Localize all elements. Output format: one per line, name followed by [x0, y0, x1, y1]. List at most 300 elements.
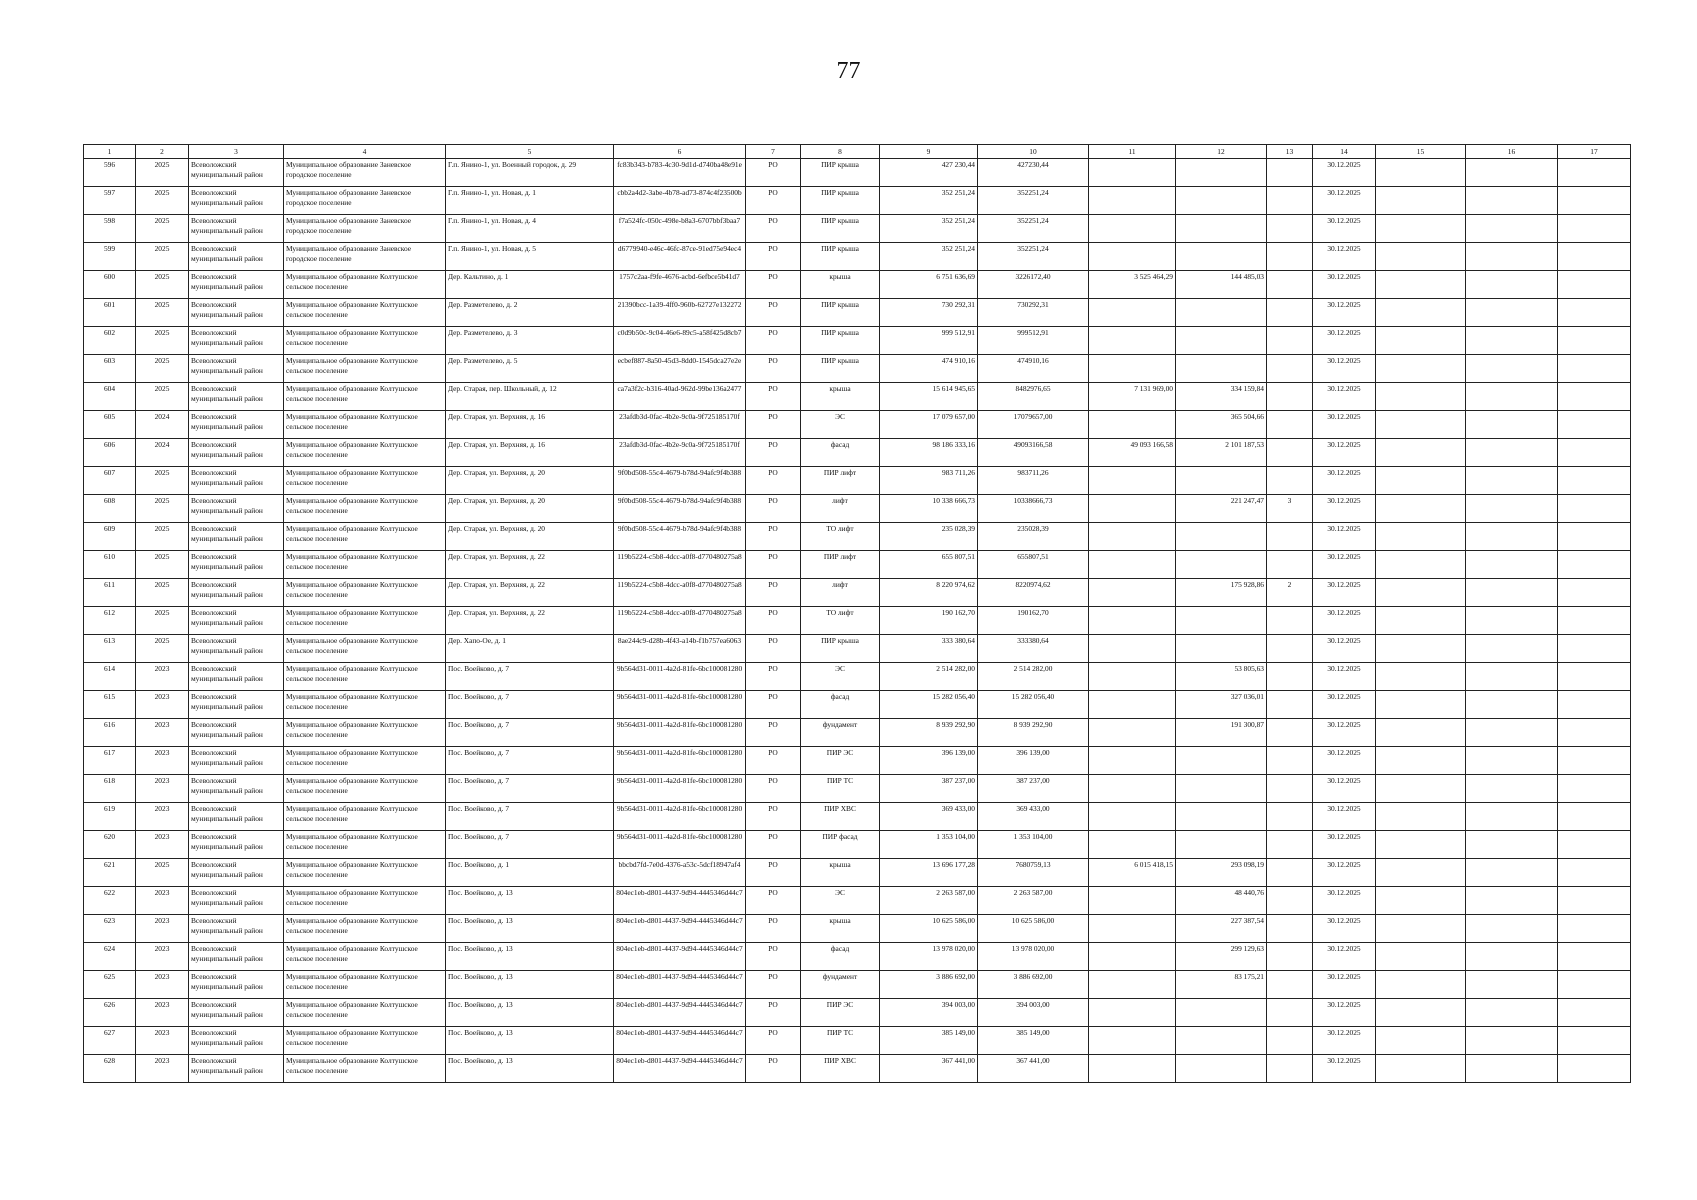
cell-address: Г.п. Янино-1, ул. Новая, д. 1: [446, 187, 614, 215]
cell-work-type: ТО лифт: [801, 607, 880, 635]
cell-municipality: Муниципальное образование Колтушское сельское поселение: [284, 831, 446, 859]
cell-count: [1267, 243, 1313, 271]
cell-year: 2025: [136, 299, 189, 327]
cell-district: Всеволожский муниципальный район: [189, 831, 284, 859]
cell-house-guid: d6779940-e46c-46fc-87ce-91ed75e94ec4: [614, 243, 746, 271]
cell-cost-fund: 385 149,00: [978, 1027, 1089, 1055]
cell-address: Дер. Хапо-Ое, д. 1: [446, 635, 614, 663]
cell-district: Всеволожский муниципальный район: [189, 663, 284, 691]
cell-deadline: 30.12.2025: [1313, 579, 1376, 607]
cell-row-number: 625: [84, 971, 136, 999]
cell-year: 2025: [136, 355, 189, 383]
cell-count: [1267, 355, 1313, 383]
table-row: [84, 1055, 1631, 1083]
cell-col-17: [1558, 859, 1631, 887]
cell-municipality: Муниципальное образование Колтушское сельское поселение: [284, 495, 446, 523]
cell-work-type: ПИР крыша: [801, 299, 880, 327]
table-row: [84, 943, 1631, 971]
cell-cost-extra: [1089, 495, 1176, 523]
cell-col-15: [1376, 607, 1466, 635]
cell-cost-control: [1176, 299, 1267, 327]
cell-house-guid: bbcbd7fd-7e0d-4376-a53c-5dcf18947af4: [614, 859, 746, 887]
cell-col-17: [1558, 159, 1631, 187]
cell-work-type: ПИР ЭС: [801, 747, 880, 775]
cell-col-15: [1376, 383, 1466, 411]
cell-count: [1267, 327, 1313, 355]
cell-deadline: 30.12.2025: [1313, 327, 1376, 355]
cell-col-15: [1376, 1027, 1466, 1055]
cell-district: Всеволожский муниципальный район: [189, 355, 284, 383]
cell-col-16: [1466, 803, 1558, 831]
cell-district: Всеволожский муниципальный район: [189, 999, 284, 1027]
cell-cost-extra: [1089, 243, 1176, 271]
cell-cost-extra: [1089, 523, 1176, 551]
cell-program: РО: [746, 635, 801, 663]
cell-col-16: [1466, 159, 1558, 187]
cell-program: РО: [746, 495, 801, 523]
cell-deadline: 30.12.2025: [1313, 187, 1376, 215]
cell-house-guid: 8ae244c9-d28b-4f43-a14b-f1b757ea6063: [614, 635, 746, 663]
cell-program: РО: [746, 971, 801, 999]
cell-col-15: [1376, 803, 1466, 831]
table-row: [84, 187, 1631, 215]
cell-col-15: [1376, 663, 1466, 691]
cell-work-type: ПИР крыша: [801, 187, 880, 215]
cell-deadline: 30.12.2025: [1313, 495, 1376, 523]
cell-cost-control: 48 440,76: [1176, 887, 1267, 915]
cell-work-type: ПИР крыша: [801, 159, 880, 187]
cell-cost-extra: [1089, 467, 1176, 495]
cell-cost-fund: 8220974,62: [978, 579, 1089, 607]
cell-district: Всеволожский муниципальный район: [189, 747, 284, 775]
cell-cost-extra: [1089, 999, 1176, 1027]
cell-total-cost: 983 711,26: [880, 467, 978, 495]
cell-col-15: [1376, 1055, 1466, 1083]
cell-district: Всеволожский муниципальный район: [189, 719, 284, 747]
cell-deadline: 30.12.2025: [1313, 411, 1376, 439]
cell-cost-control: 221 247,47: [1176, 495, 1267, 523]
cell-total-cost: 235 028,39: [880, 523, 978, 551]
cell-deadline: 30.12.2025: [1313, 971, 1376, 999]
cell-deadline: 30.12.2025: [1313, 999, 1376, 1027]
cell-cost-fund: 387 237,00: [978, 775, 1089, 803]
cell-col-16: [1466, 187, 1558, 215]
cell-year: 2024: [136, 411, 189, 439]
cell-year: 2023: [136, 971, 189, 999]
cell-address: Дер. Старая, ул. Верхняя, д. 22: [446, 551, 614, 579]
cell-address: Пос. Воейково, д. 1: [446, 859, 614, 887]
cell-program: РО: [746, 859, 801, 887]
cell-cost-fund: 983711,26: [978, 467, 1089, 495]
cell-total-cost: 2 514 282,00: [880, 663, 978, 691]
cell-cost-control: 365 504,66: [1176, 411, 1267, 439]
cell-col-15: [1376, 327, 1466, 355]
cell-col-16: [1466, 719, 1558, 747]
cell-house-guid: 9b564d31-0011-4a2d-81fe-6bc100081280: [614, 803, 746, 831]
cell-cost-fund: 394 003,00: [978, 999, 1089, 1027]
cell-work-type: ПИР лифт: [801, 551, 880, 579]
cell-total-cost: 6 751 636,69: [880, 271, 978, 299]
cell-col-17: [1558, 719, 1631, 747]
cell-municipality: Муниципальное образование Заневское городское поселение: [284, 159, 446, 187]
cell-deadline: 30.12.2025: [1313, 523, 1376, 551]
cell-cost-control: [1176, 635, 1267, 663]
cell-col-15: [1376, 999, 1466, 1027]
cell-municipality: Муниципальное образование Колтушское сельское поселение: [284, 467, 446, 495]
cell-deadline: 30.12.2025: [1313, 299, 1376, 327]
cell-cost-extra: [1089, 551, 1176, 579]
cell-row-number: 600: [84, 271, 136, 299]
cell-total-cost: 352 251,24: [880, 243, 978, 271]
cell-col-16: [1466, 439, 1558, 467]
cell-cost-fund: 8482976,65: [978, 383, 1089, 411]
cell-work-type: ПИР ТС: [801, 1027, 880, 1055]
cell-col-16: [1466, 411, 1558, 439]
cell-municipality: Муниципальное образование Колтушское сельское поселение: [284, 803, 446, 831]
cell-col-15: [1376, 831, 1466, 859]
cell-district: Всеволожский муниципальный район: [189, 439, 284, 467]
cell-count: [1267, 411, 1313, 439]
cell-total-cost: 352 251,24: [880, 215, 978, 243]
cell-total-cost: 8 220 974,62: [880, 579, 978, 607]
cell-program: РО: [746, 327, 801, 355]
cell-total-cost: 427 230,44: [880, 159, 978, 187]
cell-house-guid: 804ec1eb-d801-4437-9d94-4445346d44c7: [614, 971, 746, 999]
cell-count: 2: [1267, 579, 1313, 607]
table-row: [84, 467, 1631, 495]
column-number-4: 4: [284, 145, 446, 159]
cell-year: 2025: [136, 215, 189, 243]
cell-deadline: 30.12.2025: [1313, 1055, 1376, 1083]
column-number-15: 15: [1376, 145, 1466, 159]
cell-cost-fund: 17079657,00: [978, 411, 1089, 439]
cell-district: Всеволожский муниципальный район: [189, 551, 284, 579]
cell-house-guid: 9b564d31-0011-4a2d-81fe-6bc100081280: [614, 719, 746, 747]
cell-col-15: [1376, 159, 1466, 187]
cell-cost-extra: [1089, 663, 1176, 691]
cell-count: [1267, 1055, 1313, 1083]
cell-count: [1267, 1027, 1313, 1055]
cell-col-15: [1376, 887, 1466, 915]
cell-year: 2025: [136, 243, 189, 271]
cell-total-cost: 13 696 177,28: [880, 859, 978, 887]
cell-address: Пос. Воейково, д. 13: [446, 887, 614, 915]
cell-cost-fund: 190162,70: [978, 607, 1089, 635]
cell-col-16: [1466, 243, 1558, 271]
cell-col-16: [1466, 495, 1558, 523]
cell-cost-fund: 427230,44: [978, 159, 1089, 187]
column-number-7: 7: [746, 145, 801, 159]
cell-cost-control: 293 098,19: [1176, 859, 1267, 887]
cell-cost-control: 191 300,87: [1176, 719, 1267, 747]
cell-year: 2025: [136, 635, 189, 663]
cell-cost-extra: [1089, 607, 1176, 635]
cell-program: РО: [746, 915, 801, 943]
cell-year: 2023: [136, 663, 189, 691]
cell-col-17: [1558, 999, 1631, 1027]
cell-col-16: [1466, 943, 1558, 971]
column-number-10: 10: [978, 145, 1089, 159]
table-row: [84, 635, 1631, 663]
cell-district: Всеволожский муниципальный район: [189, 243, 284, 271]
table-row: [84, 383, 1631, 411]
cell-col-17: [1558, 579, 1631, 607]
cell-col-16: [1466, 579, 1558, 607]
cell-col-16: [1466, 271, 1558, 299]
cell-program: РО: [746, 691, 801, 719]
cell-municipality: Муниципальное образование Колтушское сельское поселение: [284, 747, 446, 775]
cell-year: 2023: [136, 999, 189, 1027]
cell-col-16: [1466, 999, 1558, 1027]
cell-row-number: 617: [84, 747, 136, 775]
table-row: [84, 439, 1631, 467]
table-row: [84, 915, 1631, 943]
cell-work-type: фасад: [801, 943, 880, 971]
cell-house-guid: 119b5224-c5b8-4dcc-a0f8-d7704802​75a8: [614, 551, 746, 579]
cell-total-cost: 15 614 945,65: [880, 383, 978, 411]
cell-year: 2023: [136, 691, 189, 719]
cell-cost-control: 53 805,63: [1176, 663, 1267, 691]
cell-deadline: 30.12.2025: [1313, 551, 1376, 579]
cell-col-15: [1376, 579, 1466, 607]
cell-cost-extra: [1089, 1027, 1176, 1055]
cell-count: [1267, 215, 1313, 243]
cell-year: 2025: [136, 383, 189, 411]
cell-col-15: [1376, 971, 1466, 999]
cell-col-16: [1466, 971, 1558, 999]
cell-row-number: 610: [84, 551, 136, 579]
cell-row-number: 601: [84, 299, 136, 327]
cell-house-guid: 804ec1eb-d801-4437-9d94-4445346d44c7: [614, 1055, 746, 1083]
cell-address: Пос. Воейково, д. 13: [446, 1027, 614, 1055]
cell-row-number: 620: [84, 831, 136, 859]
cell-municipality: Муниципальное образование Колтушское сельское поселение: [284, 915, 446, 943]
cell-address: Дер. Старая, ул. Верхняя, д. 16: [446, 411, 614, 439]
cell-cost-extra: [1089, 803, 1176, 831]
cell-work-type: крыша: [801, 859, 880, 887]
cell-count: 3: [1267, 495, 1313, 523]
cell-work-type: ПИР ХВС: [801, 1055, 880, 1083]
cell-address: Дер. Старая, ул. Верхняя, д. 20: [446, 495, 614, 523]
cell-cost-fund: 474910,16: [978, 355, 1089, 383]
cell-cost-extra: [1089, 411, 1176, 439]
cell-house-guid: cbb2a4d2-3abe-4b78-ad73-874c4f23500b: [614, 187, 746, 215]
cell-address: Пос. Воейково, д. 7: [446, 831, 614, 859]
cell-program: РО: [746, 1055, 801, 1083]
cell-program: РО: [746, 383, 801, 411]
cell-col-15: [1376, 271, 1466, 299]
table-row: [84, 887, 1631, 915]
cell-municipality: Муниципальное образование Колтушское сельское поселение: [284, 775, 446, 803]
cell-count: [1267, 971, 1313, 999]
column-number-2: 2: [136, 145, 189, 159]
cell-year: 2023: [136, 943, 189, 971]
cell-cost-control: [1176, 159, 1267, 187]
cell-house-guid: 1757c2aa-f9fe-4676-acbd-6efbce5b41d7: [614, 271, 746, 299]
cell-total-cost: 730 292,31: [880, 299, 978, 327]
cell-col-17: [1558, 1055, 1631, 1083]
cell-house-guid: 119b5224-c5b8-4dcc-a0f8-d770480275a8: [614, 607, 746, 635]
cell-cost-fund: 1 353 104,00: [978, 831, 1089, 859]
cell-deadline: 30.12.2025: [1313, 747, 1376, 775]
cell-col-17: [1558, 411, 1631, 439]
cell-cost-extra: [1089, 831, 1176, 859]
cell-district: Всеволожский муниципальный район: [189, 411, 284, 439]
cell-municipality: Муниципальное образование Колтушское сельское поселение: [284, 719, 446, 747]
cell-municipality: Муниципальное образование Колтушское сельское поселение: [284, 607, 446, 635]
cell-count: [1267, 775, 1313, 803]
table-row: [84, 243, 1631, 271]
cell-house-guid: 9f0bd508-55c4-4679-b78d-94afc9f4b388: [614, 467, 746, 495]
column-number-8: 8: [801, 145, 880, 159]
cell-count: [1267, 691, 1313, 719]
cell-cost-control: [1176, 1055, 1267, 1083]
cell-col-17: [1558, 439, 1631, 467]
cell-district: Всеволожский муниципальный район: [189, 1055, 284, 1083]
cell-row-number: 599: [84, 243, 136, 271]
table-row: [84, 971, 1631, 999]
cell-program: РО: [746, 943, 801, 971]
cell-work-type: ТО лифт: [801, 523, 880, 551]
cell-total-cost: 17 079 657,00: [880, 411, 978, 439]
table-row: [84, 271, 1631, 299]
cell-cost-control: [1176, 999, 1267, 1027]
cell-col-17: [1558, 271, 1631, 299]
column-number-row: [84, 145, 1631, 159]
cell-row-number: 598: [84, 215, 136, 243]
cell-deadline: 30.12.2025: [1313, 831, 1376, 859]
column-number-17: 17: [1558, 145, 1631, 159]
table-row: [84, 607, 1631, 635]
cell-house-guid: 9b564d31-0011-4a2d-81fe-6bc100081280: [614, 663, 746, 691]
cell-year: 2023: [136, 887, 189, 915]
cell-total-cost: 394 003,00: [880, 999, 978, 1027]
cell-col-16: [1466, 467, 1558, 495]
cell-col-17: [1558, 663, 1631, 691]
cell-work-type: ПИР крыша: [801, 215, 880, 243]
cell-house-guid: 9f0bd508-55c4-4679-b78d-94afc9f4b388: [614, 495, 746, 523]
cell-year: 2025: [136, 551, 189, 579]
cell-year: 2023: [136, 775, 189, 803]
cell-total-cost: 396 139,00: [880, 747, 978, 775]
column-number-9: 9: [880, 145, 978, 159]
cell-deadline: 30.12.2025: [1313, 215, 1376, 243]
table-row: [84, 215, 1631, 243]
cell-col-17: [1558, 243, 1631, 271]
cell-year: 2025: [136, 327, 189, 355]
cell-cost-fund: 10 625 586,00: [978, 915, 1089, 943]
cell-col-15: [1376, 551, 1466, 579]
cell-year: 2023: [136, 1027, 189, 1055]
cell-cost-control: [1176, 747, 1267, 775]
cell-total-cost: 474 910,16: [880, 355, 978, 383]
cell-row-number: 596: [84, 159, 136, 187]
cell-cost-control: [1176, 607, 1267, 635]
cell-cost-fund: 730292,31: [978, 299, 1089, 327]
cell-cost-extra: 3 525 464,29: [1089, 271, 1176, 299]
cell-col-16: [1466, 747, 1558, 775]
cell-row-number: 615: [84, 691, 136, 719]
cell-count: [1267, 523, 1313, 551]
cell-count: [1267, 635, 1313, 663]
cell-cost-fund: 352251,24: [978, 243, 1089, 271]
cell-work-type: ЭС: [801, 411, 880, 439]
cell-cost-control: 299 129,63: [1176, 943, 1267, 971]
cell-cost-fund: 235028,39: [978, 523, 1089, 551]
cell-year: 2025: [136, 159, 189, 187]
cell-program: РО: [746, 243, 801, 271]
cell-total-cost: 352 251,24: [880, 187, 978, 215]
cell-col-17: [1558, 327, 1631, 355]
cell-work-type: крыша: [801, 271, 880, 299]
cell-program: РО: [746, 803, 801, 831]
cell-year: 2024: [136, 439, 189, 467]
cell-col-16: [1466, 691, 1558, 719]
cell-col-17: [1558, 803, 1631, 831]
cell-total-cost: 367 441,00: [880, 1055, 978, 1083]
cell-district: Всеволожский муниципальный район: [189, 775, 284, 803]
cell-col-16: [1466, 887, 1558, 915]
cell-work-type: ПИР лифт: [801, 467, 880, 495]
cell-year: 2025: [136, 187, 189, 215]
cell-cost-fund: 999512,91: [978, 327, 1089, 355]
table-row: [84, 803, 1631, 831]
cell-deadline: 30.12.2025: [1313, 691, 1376, 719]
cell-municipality: Муниципальное образование Колтушское сельское поселение: [284, 439, 446, 467]
cell-deadline: 30.12.2025: [1313, 663, 1376, 691]
cell-cost-extra: [1089, 719, 1176, 747]
column-number-6: 6: [614, 145, 746, 159]
cell-col-15: [1376, 243, 1466, 271]
cell-cost-extra: [1089, 159, 1176, 187]
cell-count: [1267, 383, 1313, 411]
cell-district: Всеволожский муниципальный район: [189, 159, 284, 187]
table-row: [84, 859, 1631, 887]
cell-work-type: ПИР ХВС: [801, 803, 880, 831]
cell-cost-extra: [1089, 775, 1176, 803]
cell-house-guid: c0d9b50c-9c04-46e6-89c5-a58f425d8cb7: [614, 327, 746, 355]
cell-cost-control: 144 485,03: [1176, 271, 1267, 299]
cell-cost-fund: 396 139,00: [978, 747, 1089, 775]
cell-deadline: 30.12.2025: [1313, 439, 1376, 467]
cell-count: [1267, 803, 1313, 831]
cell-program: РО: [746, 551, 801, 579]
cell-deadline: 30.12.2025: [1313, 355, 1376, 383]
cell-cost-extra: [1089, 327, 1176, 355]
cell-cost-fund: 333380,64: [978, 635, 1089, 663]
cell-house-guid: 9b564d31-0011-4a2d-81fe-6bc100081280: [614, 831, 746, 859]
cell-row-number: 611: [84, 579, 136, 607]
cell-deadline: 30.12.2025: [1313, 607, 1376, 635]
column-number-12: 12: [1176, 145, 1267, 159]
cell-col-16: [1466, 299, 1558, 327]
cell-col-15: [1376, 523, 1466, 551]
cell-municipality: Муниципальное образование Заневское городское поселение: [284, 215, 446, 243]
cell-address: Пос. Воейково, д. 13: [446, 999, 614, 1027]
cell-deadline: 30.12.2025: [1313, 915, 1376, 943]
cell-col-17: [1558, 887, 1631, 915]
cell-work-type: фундамент: [801, 971, 880, 999]
cell-house-guid: 23afdb3d-0fac-4b2e-9c0a-9f725185170f: [614, 439, 746, 467]
cell-cost-extra: [1089, 943, 1176, 971]
cell-district: Всеволожский муниципальный район: [189, 803, 284, 831]
cell-total-cost: 655 807,51: [880, 551, 978, 579]
cell-program: РО: [746, 439, 801, 467]
cell-col-15: [1376, 299, 1466, 327]
cell-municipality: Муниципальное образование Колтушское сельское поселение: [284, 299, 446, 327]
cell-house-guid: 804ec1eb-d801-4437-9d94-4445346d44c7: [614, 887, 746, 915]
cell-address: Дер. Разметелево, д. 2: [446, 299, 614, 327]
